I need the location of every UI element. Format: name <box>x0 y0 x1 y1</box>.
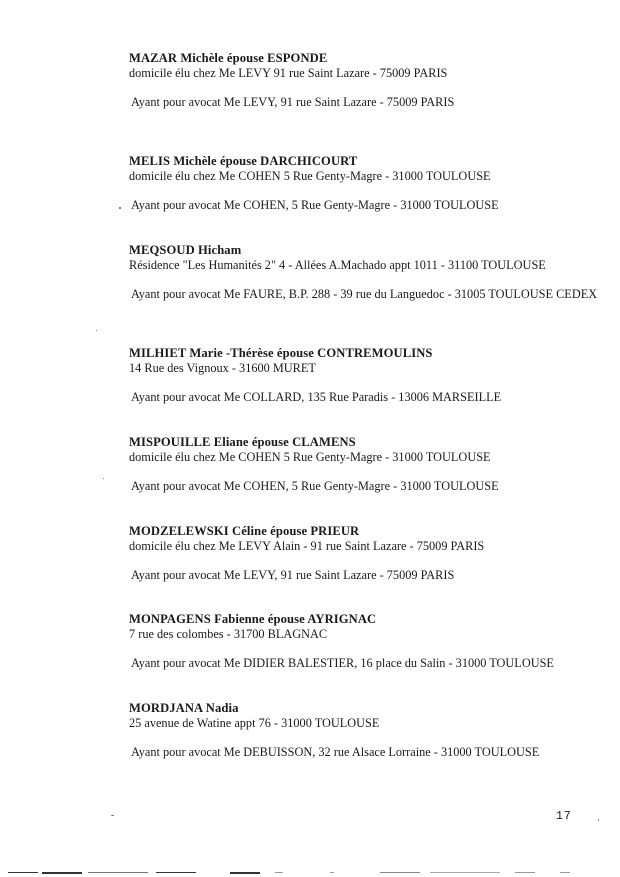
party-entry-modzelewski <box>129 524 599 583</box>
party-entry-mordjana <box>129 701 599 760</box>
party-address: 25 avenue de Watine appt 76 - 31000 TOULOUSE <box>129 716 380 730</box>
party-address: 7 rue des colombes - 31700 BLAGNAC <box>129 627 328 641</box>
party-entry-monpagens <box>129 612 599 671</box>
party-name: MILHIET Marie -Thérèse épouse CONTREMOULINS <box>129 346 433 360</box>
party-name: MODZELEWSKI Céline épouse PRIEUR <box>129 524 360 538</box>
scan-bottom-edge <box>0 871 620 874</box>
party-entry-mazar <box>129 51 599 110</box>
party-lawyer: Ayant pour avocat Me COHEN, 5 Rue Genty-Magre - 31000 TOULOUSE <box>131 198 499 212</box>
party-entry-milhiet <box>129 346 599 405</box>
party-name: MEQSOUD Hicham <box>129 243 242 257</box>
party-lawyer: Ayant pour avocat Me LEVY, 91 rue Saint Lazare - 75009 PARIS <box>131 95 455 109</box>
party-address: domicile élu chez Me COHEN 5 Rue Genty-Magre - 31000 TOULOUSE <box>129 169 491 183</box>
party-entry-meqsoud <box>129 243 599 302</box>
party-lawyer: Ayant pour avocat Me DIDIER BALESTIER, 16 place du Salin - 31000 TOULOUSE <box>131 656 554 670</box>
party-address: domicile élu chez Me COHEN 5 Rue Genty-Magre - 31000 TOULOUSE <box>129 450 491 464</box>
party-address: domicile élu chez Me LEVY 91 rue Saint Lazare - 75009 PARIS <box>129 66 448 80</box>
party-lawyer: Ayant pour avocat Me LEVY, 91 rue Saint Lazare - 75009 PARIS <box>131 568 455 582</box>
party-lawyer: Ayant pour avocat Me COLLARD, 135 Rue Paradis - 13006 MARSEILLE <box>131 390 502 404</box>
party-name: MONPAGENS Fabienne épouse AYRIGNAC <box>129 612 377 626</box>
party-lawyer: Ayant pour avocat Me FAURE, B.P. 288 - 39 rue du Languedoc - 31005 TOULOUSE CEDEX <box>131 287 598 301</box>
party-entry-mispouille <box>129 435 599 494</box>
party-address: Résidence "Les Humanités 2" 4 - Allées A.Machado appt 1011 - 31100 TOULOUSE <box>129 258 546 272</box>
party-name: MORDJANA Nadia <box>129 701 239 715</box>
page-number: 17 <box>556 810 572 823</box>
party-address: 14 Rue des Vignoux - 31600 MURET <box>129 361 316 375</box>
party-lawyer: Ayant pour avocat Me COHEN, 5 Rue Genty-Magre - 31000 TOULOUSE <box>131 479 499 493</box>
party-entry-melis <box>129 154 599 213</box>
party-name: MAZAR Michèle épouse ESPONDE <box>129 51 328 65</box>
party-name: MELIS Michèle épouse DARCHICOURT <box>129 154 358 168</box>
party-lawyer: Ayant pour avocat Me DEBUISSON, 32 rue Alsace Lorraine - 31000 TOULOUSE <box>131 745 540 759</box>
party-address: domicile élu chez Me LEVY Alain - 91 rue Saint Lazare - 75009 PARIS <box>129 539 485 553</box>
party-name: MISPOUILLE Eliane épouse CLAMENS <box>129 435 356 449</box>
